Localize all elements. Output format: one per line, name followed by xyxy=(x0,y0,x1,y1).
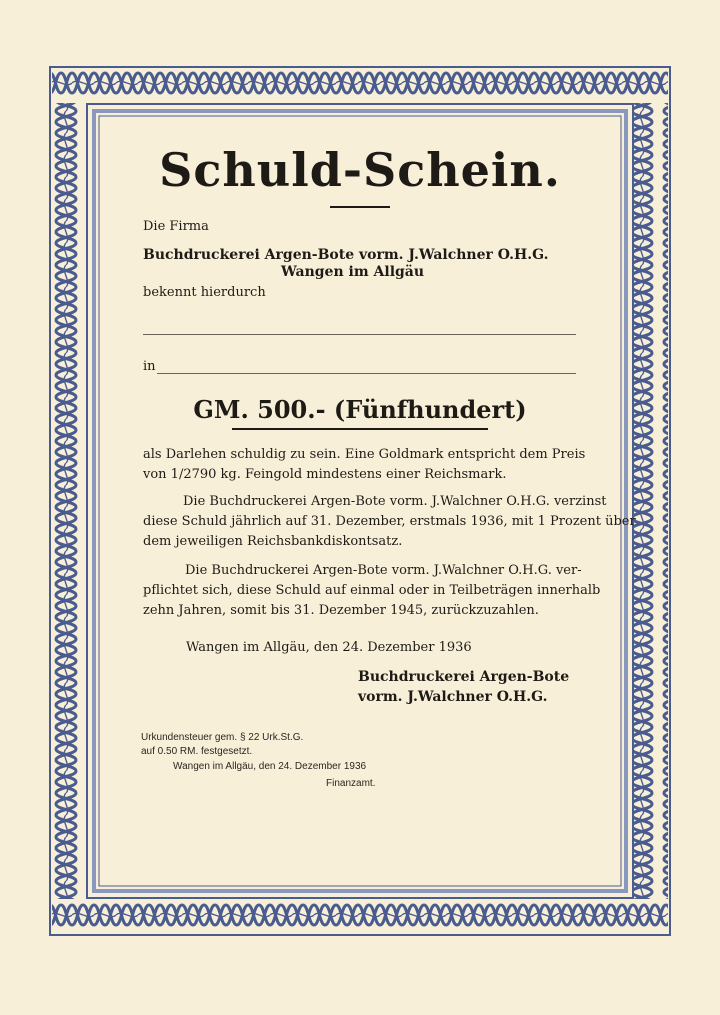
signature-line-1: Buchdruckerei Argen-Bote xyxy=(358,669,570,685)
intro-text: Die Firma xyxy=(143,219,209,234)
paragraph-2-line-3: dem jeweiligen Reichsbankdiskontsatz. xyxy=(143,534,403,549)
title-underline xyxy=(330,206,390,208)
paragraph-1-line-1: als Darlehen schuldig zu sein. Eine Goldmark entspricht dem Preis xyxy=(143,447,586,462)
paragraph-1-line-2: von 1/2790 kg. Feingold mindestens einer Reichsmark. xyxy=(143,467,507,482)
tax-note-line-3: Wangen im Allgäu, den 24. Dezember 1936 xyxy=(173,761,367,772)
amount-heading: GM. 500.- (Fünfhundert) xyxy=(193,395,527,424)
signature-line-2: vorm. J.Walchner O.H.G. xyxy=(358,689,548,705)
tax-office-label: Finanzamt. xyxy=(326,778,376,789)
declaration-text: bekennt hierdurch xyxy=(143,285,266,300)
company-name: Buchdruckerei Argen-Bote vorm. J.Walchner O.H.G. xyxy=(143,247,549,263)
company-location: Wangen im Allgäu xyxy=(281,264,425,280)
place-and-date: Wangen im Allgäu, den 24. Dezember 1936 xyxy=(186,640,472,655)
paragraph-2-line-1: Die Buchdruckerei Argen-Bote vorm. J.Walchner O.H.G. verzinst xyxy=(183,494,607,509)
tax-note-line-1: Urkundensteuer gem. § 22 Urk.St.G. xyxy=(141,732,304,743)
paragraph-3-line-2: pflichtet sich, diese Schuld auf einmal oder in Teilbeträgen innerhalb xyxy=(143,583,601,598)
paragraph-2-line-2: diese Schuld jährlich auf 31. Dezember, erstmals 1936, mit 1 Prozent über xyxy=(143,514,636,529)
creditor-name-line xyxy=(143,334,576,335)
paragraph-3-line-3: zehn Jahren, somit bis 31. Dezember 1945, zurückzuzahlen. xyxy=(143,603,539,618)
creditor-place-line xyxy=(157,373,576,374)
document-title: Schuld-Schein. xyxy=(159,143,561,197)
tax-note-line-2: auf 0.50 RM. festgesetzt. xyxy=(141,746,253,757)
in-label: in xyxy=(143,359,156,374)
paragraph-3-line-1: Die Buchdruckerei Argen-Bote vorm. J.Walchner O.H.G. ver- xyxy=(185,563,582,578)
amount-underline xyxy=(232,428,488,430)
